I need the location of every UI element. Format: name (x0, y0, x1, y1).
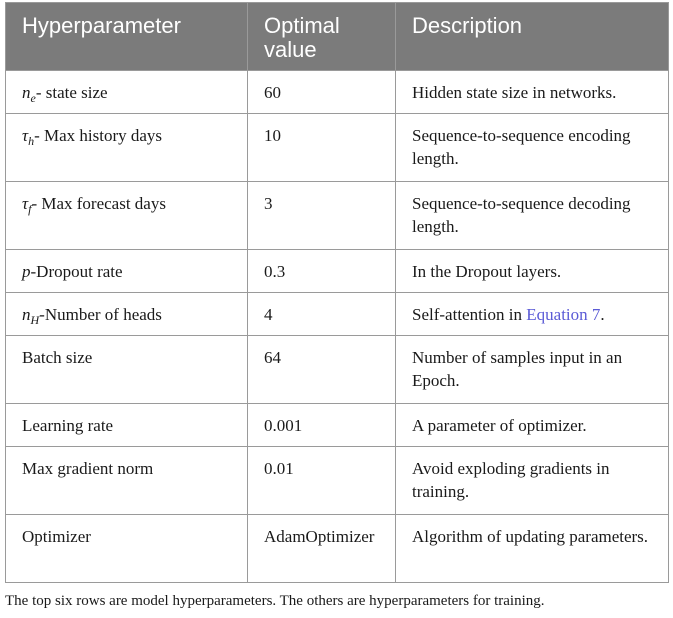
symbol: τ (22, 194, 29, 213)
symbol: n (22, 305, 31, 324)
symbol: τ (22, 126, 29, 145)
value-cell: 0.01 (248, 447, 396, 515)
symbol-subscript: e (30, 91, 36, 105)
table-footnote: The top six rows are model hyperparameters. The others are hyperparameters for training. (5, 593, 545, 609)
description-cell: Hidden state size in networks. (396, 71, 669, 114)
symbol: p (22, 262, 31, 281)
symbol-subscript: h (28, 134, 35, 148)
description-cell: A parameter of optimizer. (396, 404, 669, 447)
description-text: Self-attention in (412, 305, 527, 324)
value-cell: 4 (248, 293, 396, 336)
table-row (6, 404, 669, 447)
value-cell: 3 (248, 182, 396, 250)
table-row (6, 447, 669, 515)
header-description: Description (396, 3, 669, 71)
value-cell: 64 (248, 336, 396, 404)
hyperparameter-cell (6, 250, 248, 293)
table-row (6, 114, 669, 182)
hyperparameter-name: - state size (35, 83, 108, 102)
hyperparameter-table (5, 2, 669, 583)
description-cell (396, 293, 669, 336)
table-row (6, 293, 669, 336)
table-row (6, 250, 669, 293)
hyperparameter-cell (6, 293, 248, 336)
hyperparameter-cell: Batch size (6, 336, 248, 404)
description-cell: In the Dropout layers. (396, 250, 669, 293)
symbol-subscript: H (30, 313, 40, 327)
table-row (6, 336, 669, 404)
value-cell: 60 (248, 71, 396, 114)
hyperparameter-name: - Max forecast days (31, 194, 166, 213)
hyperparameter-cell (6, 114, 248, 182)
symbol-subscript: f (28, 202, 32, 216)
value-cell: 0.001 (248, 404, 396, 447)
value-cell: AdamOptimizer (248, 515, 396, 583)
hyperparameter-cell (6, 182, 248, 250)
description-cell: Number of samples input in an Epoch. (396, 336, 669, 404)
header-hyperparameter: Hyperparameter (6, 3, 248, 71)
value-cell: 10 (248, 114, 396, 182)
value-cell: 0.3 (248, 250, 396, 293)
description-cell: Algorithm of updating parameters. (396, 515, 669, 583)
equation-7-link[interactable]: Equation 7 (526, 305, 601, 324)
table-row (6, 182, 669, 250)
description-cell: Sequence-to-sequence encoding length. (396, 114, 669, 182)
hyperparameter-cell: Optimizer (6, 515, 248, 583)
header-optimal-value: Optimal value (248, 3, 396, 71)
description-cell: Sequence-to-sequence decoding length. (396, 182, 669, 250)
table-row (6, 71, 669, 114)
table-row (6, 515, 669, 583)
description-period: . (600, 305, 605, 324)
symbol: n (22, 83, 31, 102)
description-cell: Avoid exploding gradients in training. (396, 447, 669, 515)
table-header-row (6, 3, 669, 71)
hyperparameter-cell: Max gradient norm (6, 447, 248, 515)
hyperparameter-cell (6, 71, 248, 114)
hyperparameter-name: -Number of heads (39, 305, 162, 324)
hyperparameter-name: - Max history days (34, 126, 163, 145)
hyperparameter-cell: Learning rate (6, 404, 248, 447)
hyperparameter-name: -Dropout rate (30, 262, 123, 281)
